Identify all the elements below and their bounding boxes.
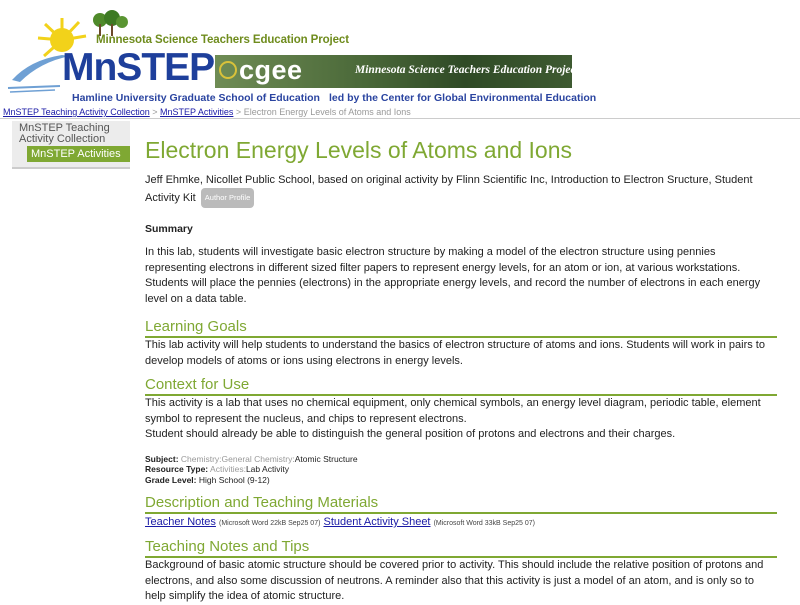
breadcrumb-current: Electron Energy Levels of Atoms and Ions	[243, 107, 411, 117]
banner-hamline-text: Hamline University Graduate School of Education	[72, 92, 320, 104]
globe-icon	[219, 61, 237, 79]
sidebar	[12, 121, 130, 169]
context-text-2: Student should already be able to distinguish the general position of protons and electrons and their charges.	[145, 428, 676, 440]
learning-goals-text: This lab activity will help students to understand the basics of electron structure of atoms and ions. Students will work in pairs to develop models of atoms or ions using electrons in energy levels.	[145, 339, 765, 367]
author-profile-badge[interactable]: Author Profile	[201, 188, 254, 208]
breadcrumb-separator: >	[235, 107, 242, 117]
teaching-notes-text: Background of basic atomic structure should be covered prior to activity. This should include the relative position of protons and electrons, and also some discussion of neutrons. A reminder also that this activity is just a model of an atom, and is only so to help simplify the idea of atomic structure.	[145, 559, 764, 602]
banner-led-by-text: led by the Center for Global Environmental Education	[329, 92, 597, 104]
subject-value: Atomic Structure	[294, 453, 358, 464]
teacher-notes-link[interactable]: Teacher Notes	[145, 516, 216, 528]
grade-level-value: High School (9-12)	[198, 474, 270, 485]
sidebar-item-activities[interactable]: MnSTEP Activities	[27, 146, 130, 162]
teaching-notes-heading: Teaching Notes and Tips	[145, 538, 777, 558]
summary-heading: Summary	[145, 223, 193, 235]
author-text: Jeff Ehmke, Nicollet Public School, based on original activity by Flinn Scientific Inc, Introduction to Electron Sructure, Student Activity Kit	[145, 174, 753, 204]
activity-metadata	[145, 454, 785, 486]
site-banner[interactable]	[0, 0, 800, 106]
cgee-logo-box[interactable]	[215, 55, 579, 88]
student-sheet-fileinfo: (Microsoft Word 33kB Sep25 07)	[433, 520, 535, 527]
breadcrumb-link-collection[interactable]: MnSTEP Teaching Activity Collection	[3, 107, 150, 117]
context-heading: Context for Use	[145, 376, 777, 396]
subject-row	[145, 454, 785, 465]
mnstep-logo[interactable]: MnSTEP	[62, 46, 215, 89]
learning-goals-heading: Learning Goals	[145, 318, 777, 338]
banner-project-name: Minnesota Science Teachers Education Project	[96, 34, 349, 46]
description-materials-heading: Description and Teaching Materials	[145, 494, 777, 514]
grade-level-row	[145, 475, 785, 486]
subject-label: Subject:	[145, 453, 179, 464]
sidebar-item-collection[interactable]: MnSTEP Teaching Activity Collection	[19, 122, 110, 145]
header-divider	[0, 118, 800, 119]
author-line	[145, 172, 775, 208]
page-title: Electron Energy Levels of Atoms and Ions	[145, 137, 573, 163]
grade-level-label: Grade Level:	[145, 474, 197, 485]
resource-type-value: Lab Activity	[245, 464, 289, 474]
cgee-logo	[219, 55, 303, 86]
resource-type-label: Resource Type:	[145, 464, 209, 474]
breadcrumb-separator: >	[152, 107, 158, 117]
student-activity-sheet-link[interactable]: Student Activity Sheet	[323, 516, 431, 528]
materials-links	[145, 516, 785, 528]
cgee-logo-text: cgee	[239, 55, 303, 85]
summary-text: In this lab, students will investigate basic electron structure by making a model of the electron structure using pennies representing electrons in different sized filter papers to represent energy levels, for an atom or ion, at various workstations. Students will place the pennies (electrons) in the appropriate energy levels, and record the number of electrons in each energy level on a data table.	[145, 246, 761, 305]
breadcrumb	[3, 107, 411, 117]
context-text-1: This activity is a lab that uses no chemical equipment, only chemical symbols, an energy level diagram, periodic table, element symbol to represent the nucleus, and chips to represent electrons.	[145, 397, 761, 425]
main-content	[145, 120, 785, 605]
breadcrumb-link-activities[interactable]: MnSTEP Activities	[160, 107, 234, 117]
resource-type-path: Activities:	[210, 464, 246, 474]
cgee-project-text: Minnesota Science Teachers Education Project	[355, 64, 579, 76]
teacher-notes-fileinfo: (Microsoft Word 22kB Sep25 07)	[219, 520, 321, 527]
subject-path: Chemistry:General Chemistry:	[180, 453, 295, 464]
resource-type-row	[145, 464, 785, 475]
